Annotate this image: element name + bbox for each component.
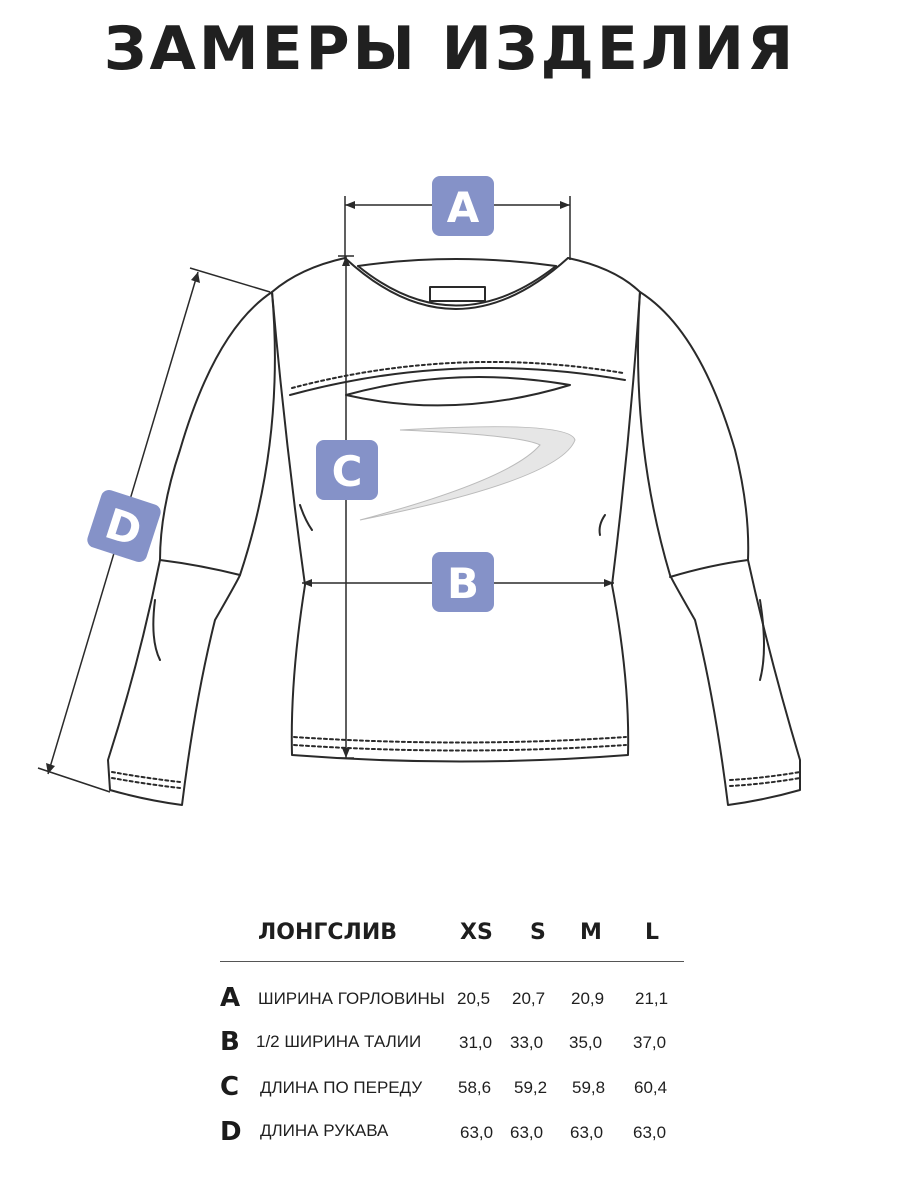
row-letter: C	[220, 1072, 240, 1102]
marker-c	[316, 440, 378, 500]
table-row	[220, 1117, 690, 1157]
size-l-header: L	[645, 920, 660, 945]
table-row	[220, 1027, 690, 1067]
value-m: 35,0	[569, 1033, 603, 1052]
header-divider	[220, 961, 684, 962]
svg-text:D: D	[99, 498, 148, 557]
value-xs: 63,0	[460, 1123, 494, 1142]
brand-swoosh	[360, 427, 575, 520]
value-xs: 31,0	[459, 1033, 493, 1052]
collar-inner	[358, 266, 556, 306]
row-name: ДЛИНА ПО ПЕРЕДУ	[260, 1078, 423, 1097]
row-name: ДЛИНА РУКАВА	[260, 1121, 389, 1140]
product-name: ЛОНГСЛИВ	[258, 920, 398, 945]
shirt-body-outline	[272, 258, 640, 762]
table-row	[220, 1072, 690, 1112]
value-l: 37,0	[633, 1033, 667, 1052]
row-name: 1/2 ШИРИНА ТАЛИИ	[256, 1032, 422, 1051]
row-letter: D	[220, 1117, 242, 1147]
value-s: 63,0	[510, 1123, 544, 1142]
row-letter: B	[220, 1027, 240, 1057]
size-s-header: S	[530, 920, 546, 945]
value-xs: 20,5	[457, 989, 491, 1008]
svg-text:C: C	[331, 447, 363, 496]
collar-back	[358, 259, 556, 266]
right-sleeve-outline	[638, 292, 800, 805]
value-s: 59,2	[514, 1078, 548, 1097]
neck-label	[430, 287, 485, 301]
garment-diagram	[0, 150, 900, 830]
page-title: ЗАМЕРЫ ИЗДЕЛИЯ	[103, 14, 797, 84]
svg-text:A: A	[446, 183, 480, 232]
marker-a	[432, 176, 494, 236]
value-s: 20,7	[512, 989, 546, 1008]
value-xs: 58,6	[458, 1078, 492, 1097]
value-m: 20,9	[571, 989, 605, 1008]
value-m: 63,0	[570, 1123, 604, 1142]
marker-b	[432, 552, 494, 612]
value-l: 21,1	[635, 989, 669, 1008]
yoke-seam	[290, 368, 625, 395]
row-name: ШИРИНА ГОРЛОВИНЫ	[258, 989, 445, 1008]
value-l: 63,0	[633, 1123, 667, 1142]
value-s: 33,0	[510, 1033, 544, 1052]
value-m: 59,8	[572, 1078, 606, 1097]
size-m-header: M	[580, 920, 602, 945]
svg-text:B: B	[446, 559, 480, 608]
table-row	[220, 983, 690, 1023]
cutout-outline	[346, 377, 570, 405]
marker-d	[85, 488, 163, 564]
value-l: 60,4	[634, 1078, 668, 1097]
row-letter: A	[220, 983, 241, 1013]
size-xs-header: XS	[460, 920, 493, 945]
